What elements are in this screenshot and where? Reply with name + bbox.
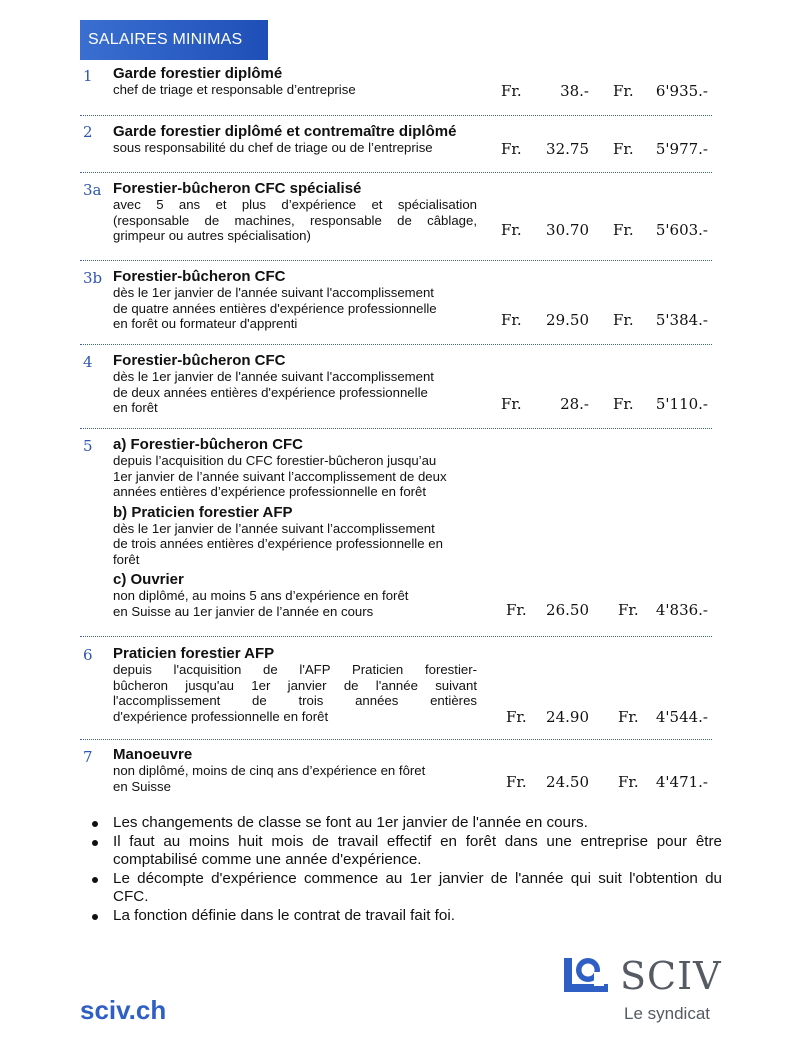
- monthly-currency: Fr.: [618, 601, 639, 619]
- monthly-wage: 6'935.-: [655, 82, 708, 100]
- class-description: sous responsabilité du chef de triage ou de l’entreprise: [113, 140, 433, 155]
- note-item: Les changements de classe se font au 1er janvier de l'année en cours.: [92, 814, 722, 833]
- hourly-wage: 24.50: [546, 773, 589, 791]
- hourly-currency: Fr.: [501, 395, 522, 413]
- class-description-line: grimpeur ou autres spécialisation): [113, 228, 311, 243]
- subclass-description-line: en Suisse au 1er janvier de l’année en cours: [113, 603, 374, 619]
- monthly-wage: 5'384.-: [655, 311, 708, 329]
- class-title: Garde forestier diplômé et contremaître diplômé: [113, 123, 457, 140]
- monthly-currency: Fr.: [618, 773, 639, 791]
- hourly-currency: Fr.: [501, 311, 522, 329]
- hourly-wage: 32.75: [546, 140, 589, 158]
- sciv-logo: [564, 952, 724, 1028]
- monthly-wage: 5'977.-: [655, 140, 708, 158]
- divider: [80, 260, 712, 261]
- subclass-description-line: depuis l’acquisition du CFC forestier-bûcheron jusqu’au: [113, 453, 437, 468]
- website-link[interactable]: sciv.ch: [80, 995, 167, 1025]
- class-title: Praticien forestier AFP: [113, 645, 275, 662]
- subclass-description-line: forêt: [113, 551, 140, 567]
- monthly-wage: 4'471.-: [655, 773, 708, 791]
- class-number: 2: [83, 123, 93, 141]
- subclass-title: a) Forestier-bûcheron CFC: [113, 436, 304, 453]
- class-description-line: dès le 1er janvier de l'année suivant l'accomplissement: [113, 369, 434, 384]
- subclass-title: c) Ouvrier: [113, 571, 184, 588]
- salary-class-5: [80, 436, 712, 626]
- class-number: 4: [83, 353, 93, 371]
- hourly-currency: Fr.: [506, 708, 527, 726]
- class-description-line: depuis l'acquisition de l'AFP Praticien forestier-: [113, 662, 477, 677]
- hourly-wage: 28.-: [560, 395, 589, 413]
- monthly-currency: Fr.: [613, 395, 634, 413]
- monthly-currency: Fr.: [613, 221, 634, 239]
- salary-class-3b: [80, 268, 712, 340]
- logo-tagline: Le syndicat: [624, 1004, 710, 1023]
- hourly-currency: Fr.: [506, 773, 527, 791]
- class-description-line: d'expérience professionnelle en forêt: [113, 708, 329, 724]
- divider: [80, 428, 712, 429]
- class-description-line: en forêt ou formateur d'apprenti: [113, 316, 298, 331]
- sciv-logo-icon: [564, 954, 610, 994]
- class-description-line: avec 5 ans et plus d’expérience et spécialisation: [113, 197, 477, 212]
- class-description-line: l'accomplissement de trois années entières: [113, 693, 477, 708]
- note-item: Le décompte d'expérience commence au 1er janvier de l'année qui suit l'obtention du CFC.: [92, 870, 722, 907]
- monthly-wage: 4'836.-: [655, 601, 708, 619]
- salary-class-3a: [80, 180, 712, 252]
- class-description-line: de quatre années entières d'expérience professionnelle: [113, 300, 437, 316]
- class-description-line: en Suisse: [113, 778, 171, 794]
- hourly-wage: 24.90: [546, 708, 589, 726]
- class-description-line: bûcheron jusqu'au 1er janvier de l'année suivant: [113, 677, 477, 693]
- page-title-badge: [80, 20, 268, 60]
- divider: [80, 636, 712, 637]
- subclass-title: b) Praticien forestier AFP: [113, 503, 293, 521]
- hourly-wage: 38.-: [560, 82, 589, 100]
- class-title: Manoeuvre: [113, 746, 193, 763]
- hourly-currency: Fr.: [501, 82, 522, 100]
- divider: [80, 344, 712, 345]
- logo-name: SCIV: [620, 954, 722, 998]
- subclass-description-line: non diplômé, au moins 5 ans d’expérience en forêt: [113, 588, 409, 603]
- class-number: 6: [83, 646, 93, 664]
- hourly-wage: 29.50: [546, 311, 589, 329]
- monthly-wage: 4'544.-: [655, 708, 708, 726]
- class-title: Forestier-bûcheron CFC: [113, 268, 286, 285]
- note-item: La fonction définie dans le contrat de travail fait foi.: [92, 907, 722, 926]
- subclass-b: [113, 504, 477, 568]
- monthly-currency: Fr.: [613, 82, 634, 100]
- monthly-currency: Fr.: [613, 140, 634, 158]
- class-description-line: de deux années entières d'expérience professionnelle: [113, 384, 428, 400]
- hourly-currency: Fr.: [501, 221, 522, 239]
- subclass-description-line: années entières d’expérience professionnelle en forêt: [113, 484, 427, 499]
- subclass-description-line: dès le 1er janvier de l’année suivant l’accomplissement: [113, 520, 435, 536]
- class-description-line: (responsable de machines, responsable de câblage,: [113, 212, 477, 228]
- salary-class-4: [80, 352, 712, 424]
- monthly-currency: Fr.: [618, 708, 639, 726]
- subclass-description-line: 1er janvier de l’année suivant l’accomplissement de deux: [113, 468, 447, 484]
- divider: [80, 172, 712, 173]
- salary-class-1: [80, 65, 712, 105]
- divider: [80, 115, 712, 116]
- hourly-currency: Fr.: [506, 601, 527, 619]
- class-number: 1: [83, 67, 93, 85]
- class-number: 3b: [83, 269, 103, 287]
- class-title: Garde forestier diplômé: [113, 65, 283, 82]
- page-title: SALAIRES MINIMAS: [88, 31, 243, 48]
- divider: [80, 739, 712, 740]
- note-item: Il faut au moins huit mois de travail effectif en forêt dans une entreprise pour être comptabilisé comme une année d'expérience.: [92, 833, 722, 870]
- monthly-wage: 5'110.-: [655, 395, 708, 413]
- salary-class-2: [80, 123, 712, 163]
- class-description: chef de triage et responsable d’entreprise: [113, 82, 356, 97]
- salary-class-7: [80, 746, 712, 798]
- monthly-currency: Fr.: [613, 311, 634, 329]
- class-description-line: dès le 1er janvier de l'année suivant l'accomplissement: [113, 285, 434, 300]
- hourly-currency: Fr.: [501, 140, 522, 158]
- subclass-a: [113, 436, 477, 500]
- class-number: 5: [83, 437, 93, 455]
- hourly-wage: 26.50: [546, 601, 589, 619]
- subclass-c: [113, 571, 477, 619]
- class-number: 7: [83, 748, 93, 766]
- monthly-wage: 5'603.-: [655, 221, 708, 239]
- class-title: Forestier-bûcheron CFC spécialisé: [113, 180, 362, 197]
- salary-class-6: [80, 645, 712, 729]
- hourly-wage: 30.70: [546, 221, 589, 239]
- class-description-line: non diplômé, moins de cinq ans d’expérience en fôret: [113, 763, 426, 778]
- class-description-line: en forêt: [113, 400, 158, 415]
- class-number: 3a: [83, 181, 102, 199]
- notes-list: [92, 814, 722, 925]
- subclass-description-line: de trois années entières d’expérience professionnelle en: [113, 536, 443, 551]
- class-title: Forestier-bûcheron CFC: [113, 352, 286, 369]
